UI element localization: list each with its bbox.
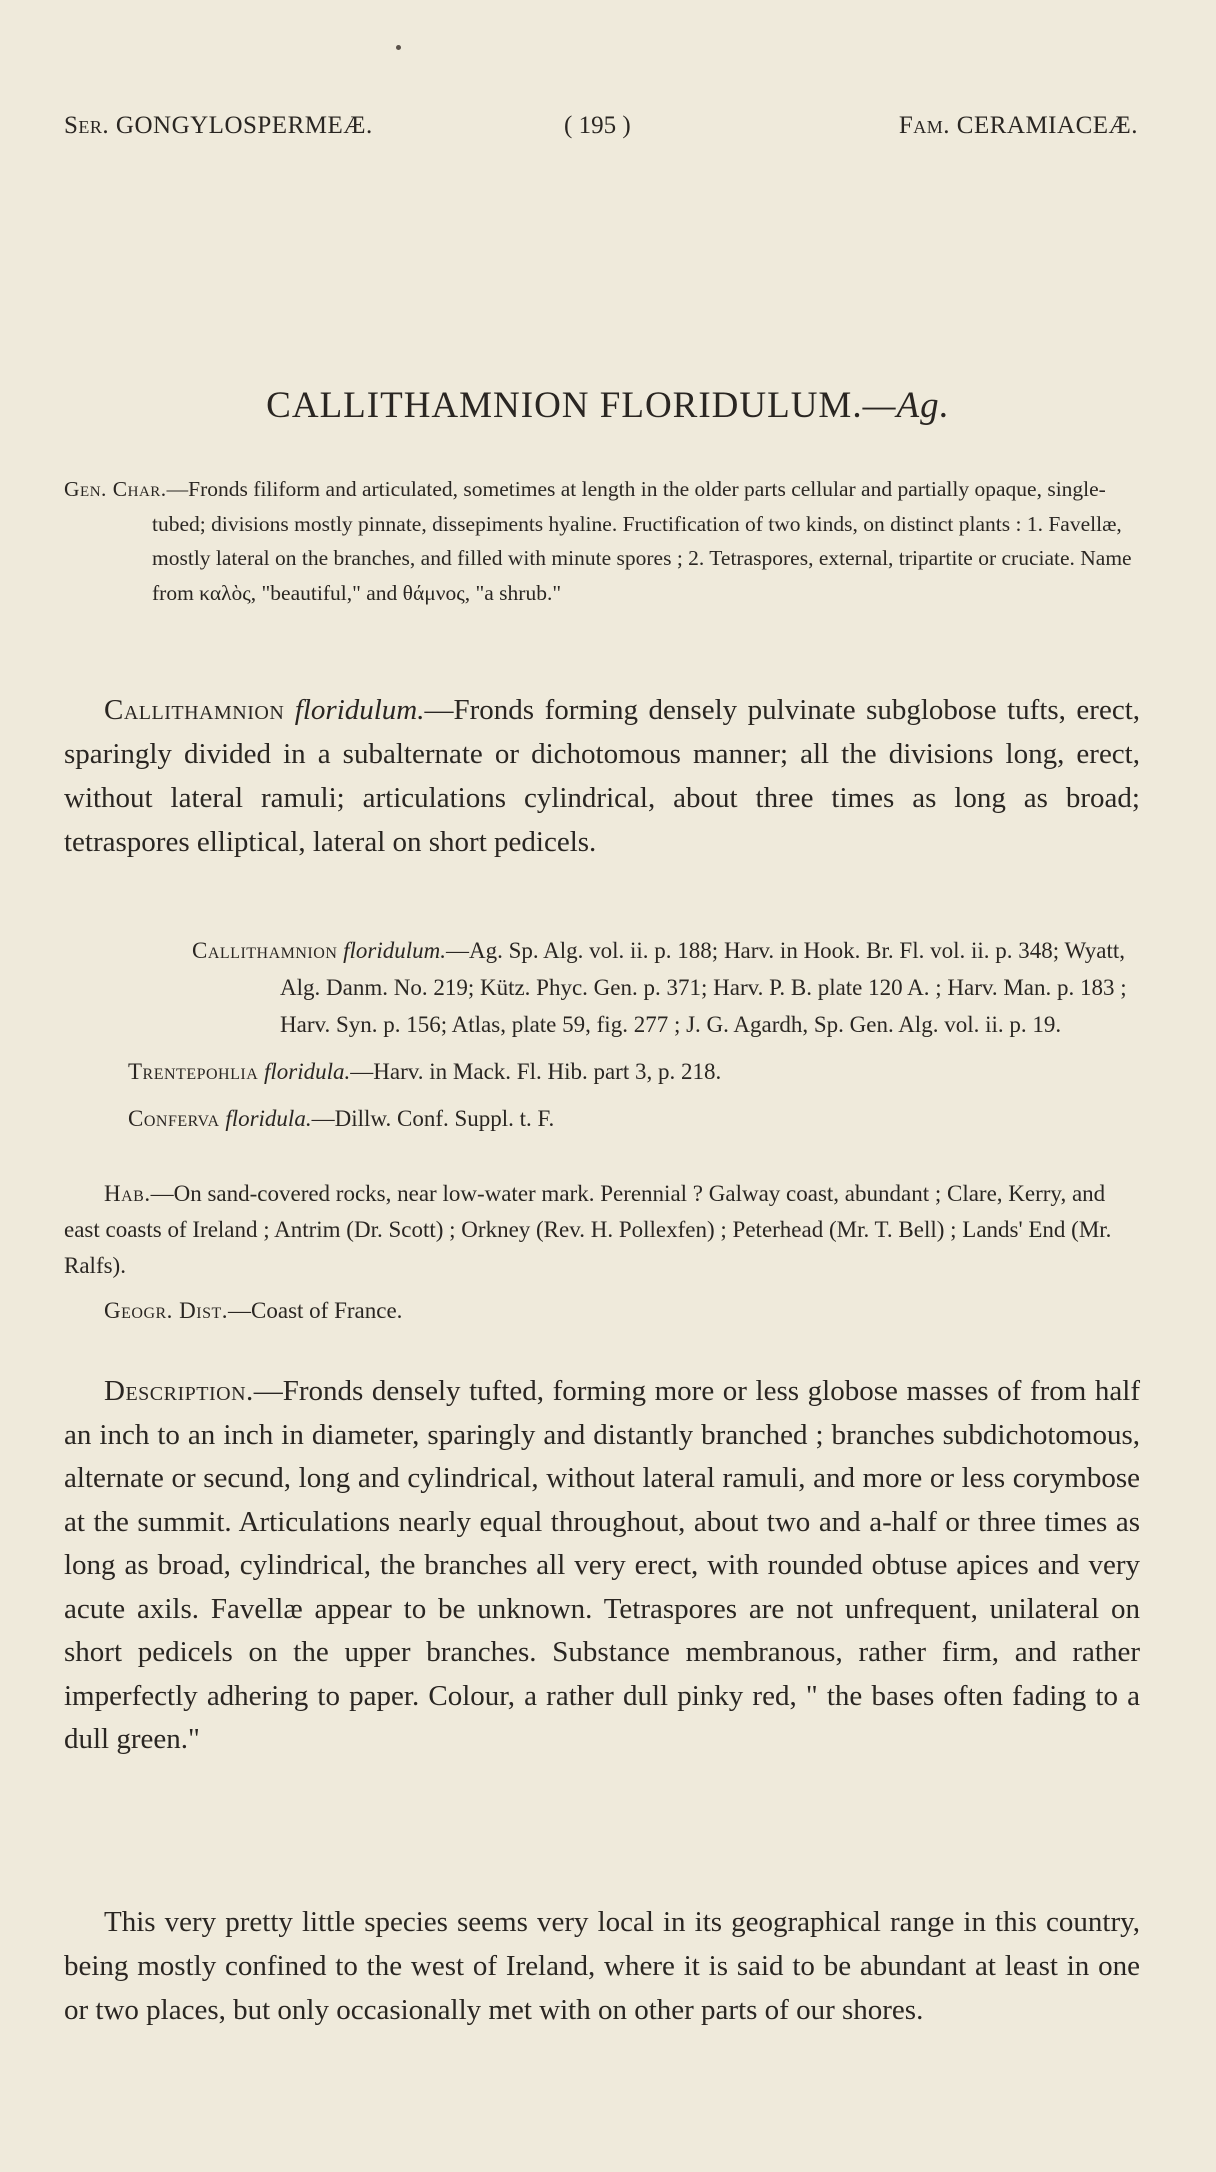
page-number: ( 195 ) — [564, 112, 631, 139]
synonym-genus: Conferva — [128, 1106, 220, 1131]
synonym-text: —Ag. Sp. Alg. vol. ii. p. 188; Harv. in Hook. Br. Fl. vol. ii. p. 348; Wyatt, Alg. Danm. No. 219; Kütz. Phyc. Gen. p. 371; Harv. P. B. plate 120 A. ; Harv. Man. p. 183 ; Harv. Syn. p. 156; Atlas, plate 59, fig. 277 ; J. G. Agardh, Sp. Gen. Alg. vol. ii. p. 19. — [280, 938, 1127, 1037]
gen-char-text: —Fronds filiform and articulated, sometimes at length in the older parts cellular and partially opaque, single-tubed; divisions mostly pinnate, dissepiments hyaline. Fructification of two kinds, on distinct plants : 1. Favellæ, mostly lateral on the branches, and filled with minute spores ; 2. Tetraspores, external, tripartite or cruciate. Name from καλὸς, "beautiful," and θάμνος, "a shrub." — [152, 477, 1132, 605]
synonym-genus: Callithamnion — [192, 938, 338, 963]
synonym-entry — [64, 1053, 1140, 1090]
synonym-entry — [64, 1100, 1140, 1137]
remarks-paragraph: This very pretty little species seems very local in its geographical range in this country, being mostly confined to the west of Ireland, where it is said to be abundant at least in one or two places, but only occasionally met with on other parts of our shores. — [64, 1906, 1140, 2026]
description-paragraph — [64, 1370, 1140, 1762]
ink-speck — [396, 45, 401, 50]
gen-char-label: Gen. Char. — [64, 477, 167, 501]
geogr-text: —Coast of France. — [228, 1298, 403, 1323]
remarks — [64, 1900, 1140, 2032]
synonym-species: floridulum. — [343, 938, 446, 963]
synonym-text: —Harv. in Mack. Fl. Hib. part 3, p. 218. — [350, 1059, 722, 1084]
species-title-author: —Ag. — [862, 385, 950, 426]
species-title-name: CALLITHAMNION FLORIDULUM. — [266, 385, 863, 426]
synonym-text: —Dillw. Conf. Suppl. t. F. — [311, 1106, 555, 1131]
description-text: —Fronds densely tufted, forming more or less globose masses of from half an inch to an inch in diameter, sparingly and distantly branched ; branches subdichotomous, alternate or secund, long and cylindrical, without lateral ramuli, and more or less corymbose at the summit. Articulations nearly equal throughout, about two and a-half or three times as long as broad, cylindrical, the branches all very erect, with rounded obtuse apices and very acute axils. Favellæ appear to be unknown. Tetraspores are not unfrequent, unilateral on short pedicels on the upper branches. Substance membranous, rather firm, and rather imperfectly adhering to paper. Colour, a rather dull pinky red, " the bases often fading to a dull green." — [64, 1375, 1140, 1755]
geogr-label: Geogr. Dist. — [104, 1298, 229, 1323]
header-family: Fam. CERAMIACEÆ. — [898, 112, 1138, 139]
synonymy — [64, 932, 1140, 1147]
geographic-distribution — [104, 1298, 402, 1324]
species-title — [0, 384, 1216, 427]
habitat-paragraph — [64, 1176, 1140, 1284]
synonym-species: floridula. — [225, 1106, 312, 1131]
synonym-entry — [64, 932, 1140, 1043]
description — [64, 1370, 1140, 1762]
habitat-label: Hab. — [104, 1181, 151, 1206]
habitat-text: —On sand-covered rocks, near low-water mark. Perennial ? Galway coast, abundant ; Clare, Kerry, and east coasts of Ireland ; Antrim (Dr. Scott) ; Orkney (Rev. H. Pollexfen) ; Peterhead (Mr. T. Bell) ; Lands' End (Mr. Ralfs). — [64, 1181, 1112, 1278]
gen-char-paragraph — [64, 472, 1140, 610]
header-series: Ser. GONGYLOSPERMEÆ. — [64, 112, 373, 139]
diagnosis — [64, 688, 1140, 864]
diagnosis-text: —Fronds forming densely pulvinate subglobose tufts, erect, sparingly divided in a subalternate or dichotomous manner; all the divisions long, erect, without lateral ramuli; articulations cylindrical, about three times as long as broad; tetraspores elliptical, lateral on short pedicels. — [64, 694, 1141, 858]
synonym-species: floridula. — [264, 1059, 351, 1084]
diagnosis-genus: Callithamnion — [104, 694, 285, 726]
diagnosis-species: floridulum. — [294, 694, 425, 726]
synonym-genus: Trentepohlia — [128, 1059, 259, 1084]
diagnosis-paragraph — [64, 688, 1140, 864]
habitat — [64, 1176, 1140, 1284]
description-label: Description. — [104, 1375, 254, 1407]
generic-characters — [64, 472, 1140, 610]
running-header — [64, 112, 1138, 152]
